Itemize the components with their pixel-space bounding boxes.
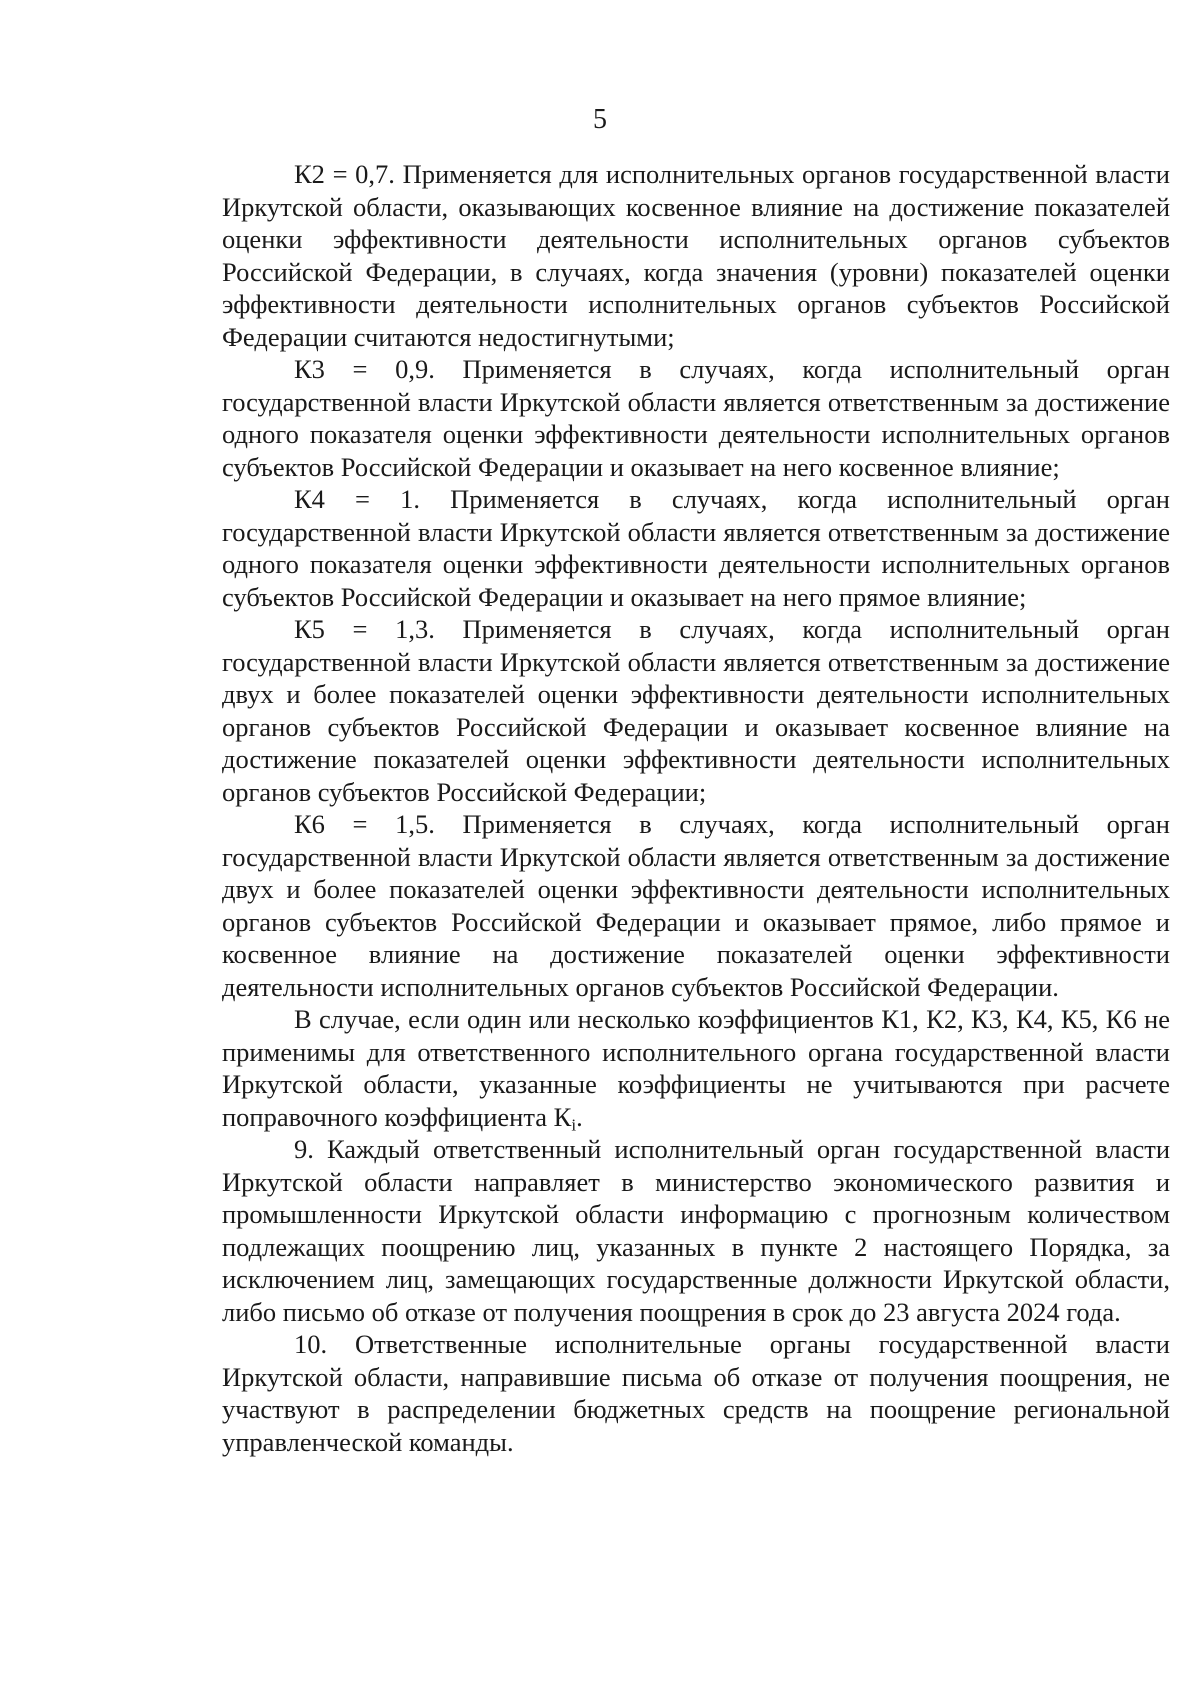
coefficients-note-end: .	[576, 1101, 583, 1132]
document-body	[222, 158, 1170, 1458]
paragraph-coefficients-note	[222, 1003, 1170, 1133]
coefficient-subscript: i	[571, 1114, 577, 1134]
page-number: 5	[593, 104, 607, 135]
coefficients-note-text: В случае, если один или несколько коэффициентов К1, К2, К3, К4, К5, К6 не применимы для ответственного исполнительного органа государственной власти Иркутской области, указанные коэффициенты не учитываются при расчете поправочного коэффициента К	[222, 1004, 1170, 1132]
paragraph-k5: К5 = 1,3. Применяется в случаях, когда исполнительный орган государственной власти Иркутской области является ответственным за достижение двух и более показателей оценки эффективности деятельности исполнительных органов субъектов Российской Федерации и оказывает косвенное влияние на достижение показателей оценки эффективности деятельности исполнительных органов субъектов Российской Федерации;	[222, 614, 1170, 807]
paragraph-item-10: 10. Ответственные исполнительные органы государственной власти Иркутской области, направившие письма об отказе от получения поощрения, не участвуют в распределении бюджетных средств на поощрение региональной управленческой команды.	[222, 1329, 1170, 1457]
paragraph-k2: К2 = 0,7. Применяется для исполнительных органов государственной власти Иркутской области, оказывающих косвенное влияние на достижение показателей оценки эффективности деятельности исполнительных органов субъектов Российской Федерации, в случаях, когда значения (уровни) показателей оценки эффективности деятельности исполнительных органов субъектов Российской Федерации считаются недостигнутыми;	[222, 159, 1170, 352]
paragraph-item-9: 9. Каждый ответственный исполнительный орган государственной власти Иркутской области направляет в министерство экономического развития и промышленности Иркутской области информацию с прогнозным количеством подлежащих поощрению лиц, указанных в пункте 2 настоящего Порядка, за исключением лиц, замещающих государственные должности Иркутской области, либо письмо об отказе от получения поощрения в срок до 23 августа 2024 года.	[222, 1134, 1170, 1327]
paragraph-k3: К3 = 0,9. Применяется в случаях, когда исполнительный орган государственной власти Иркутской области является ответственным за достижение одного показателя оценки эффективности деятельности исполнительных органов субъектов Российской Федерации и оказывает на него косвенное влияние;	[222, 354, 1170, 482]
paragraph-k6: К6 = 1,5. Применяется в случаях, когда исполнительный орган государственной власти Иркутской области является ответственным за достижение двух и более показателей оценки эффективности деятельности исполнительных органов субъектов Российской Федерации и оказывает прямое, либо прямое и косвенное влияние на достижение показателей оценки эффективности деятельности исполнительных органов субъектов Российской Федерации.	[222, 809, 1170, 1002]
paragraph-k4: К4 = 1. Применяется в случаях, когда исполнительный орган государственной власти Иркутской области является ответственным за достижение одного показателя оценки эффективности деятельности исполнительных органов субъектов Российской Федерации и оказывает на него прямое влияние;	[222, 484, 1170, 612]
